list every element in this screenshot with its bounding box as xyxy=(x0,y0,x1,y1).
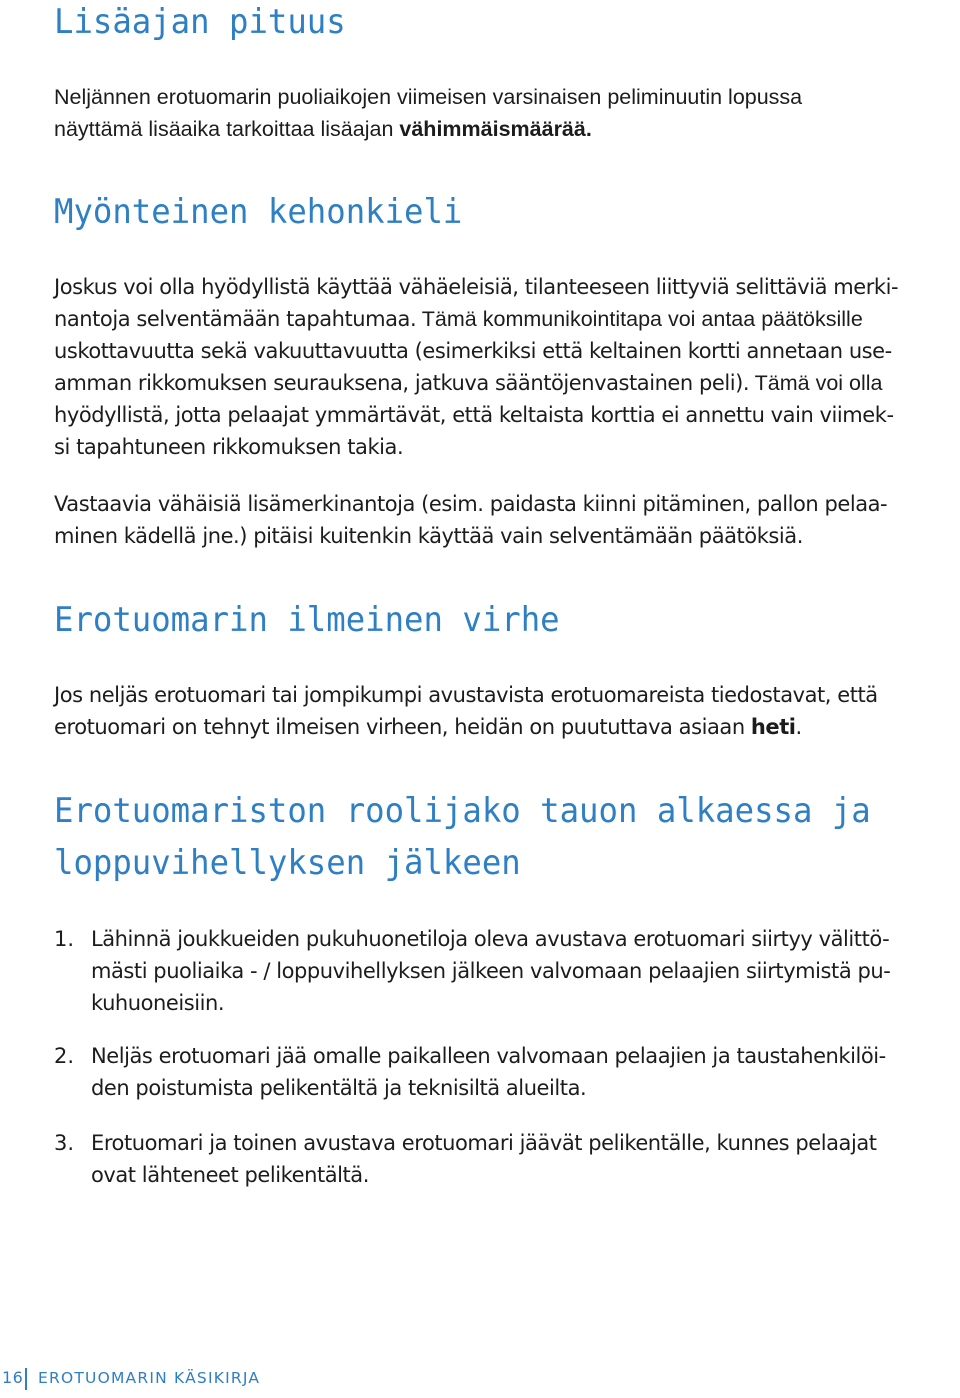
text-line: Vastaavia vähäisiä lisämerkinantoja (esim. paidasta kiinni pitäminen, pallon pelaa- xyxy=(54,492,888,516)
text-line: Neljännen erotuomarin puoliaikojen viimeisen varsinaisen peliminuutin lopussa xyxy=(54,85,803,109)
text-line: mästi puoliaika - / loppuvihellyksen jälkeen valvomaan pelaajien siirtymistä pu- xyxy=(91,959,891,983)
list-number: 1. xyxy=(54,927,75,951)
paragraph-ilmeinen-virhe xyxy=(54,679,934,743)
text-span: Tämä voi olla xyxy=(749,371,883,395)
text-line: uskottavuutta sekä vakuuttavuutta (esimerkiksi että keltainen kortti annetaan use- xyxy=(54,339,892,363)
paragraph-kehonkieli-1 xyxy=(54,271,934,463)
list-item-text xyxy=(91,923,890,1019)
text-line: Neljäs erotuomari jää omalle paikalleen valvomaan pelaajien ja taustahenkilöi- xyxy=(91,1044,886,1068)
text-span: näyttämä lisäaika tarkoittaa lisäajan xyxy=(54,117,400,141)
text-span: erotuomari on tehnyt ilmeisen virheen, heidän on puututtava asiaan xyxy=(54,715,751,739)
bold-text: vähimmäismäärää. xyxy=(399,117,592,141)
footer-title: EROTUOMARIN KÄSIKIRJA xyxy=(38,1369,261,1387)
paragraph-kehonkieli-2 xyxy=(54,488,934,552)
text-span: amman rikkomuksen seurauksena, jatkuva sääntöjenvastainen peli). xyxy=(54,371,750,395)
text-line: ovat lähteneet pelikentältä. xyxy=(91,1163,369,1187)
section-heading-roolijako-line-2: loppuvihellyksen jälkeen xyxy=(54,843,521,883)
text-line: kuhuoneisiin. xyxy=(91,991,225,1015)
text-line: minen kädellä jne.) pitäisi kuitenkin käyttää vain selventämään päätöksiä. xyxy=(54,524,803,548)
text-line xyxy=(54,303,934,335)
text-line: Joskus voi olla hyödyllistä käyttää vähäeleisiä, tilanteeseen liittyviä selittäviä merki- xyxy=(54,275,899,299)
text-line: Erotuomari ja toinen avustava erotuomari jäävät pelikentälle, kunnes pelaajat xyxy=(91,1131,877,1155)
list-number: 3. xyxy=(54,1131,75,1155)
bold-text: heti xyxy=(750,715,796,739)
text-line: den poistumista pelikentältä ja teknisiltä alueilta. xyxy=(91,1076,587,1100)
page-footer xyxy=(0,1366,400,1390)
paragraph-lisaajan-pituus xyxy=(54,81,934,145)
text-line xyxy=(54,113,934,145)
text-line: Lähinnä joukkueiden pukuhuonetiloja oleva avustava erotuomari siirtyy välittö- xyxy=(91,927,890,951)
list-item-text xyxy=(91,1127,877,1191)
section-heading-lisaajan-pituus: Lisäajan pituus xyxy=(54,2,346,42)
text-span: . xyxy=(795,715,802,739)
text-span: nantoja selventämään tapahtumaa. xyxy=(54,307,417,331)
section-heading-roolijako-line-1: Erotuomariston roolijako tauon alkaessa ja xyxy=(54,791,871,831)
text-line xyxy=(54,367,934,399)
section-heading-myonteinen-kehonkieli: Myönteinen kehonkieli xyxy=(54,192,463,232)
page-number: 16 xyxy=(2,1368,24,1387)
text-line: Jos neljäs erotuomari tai jompikumpi avustavista erotuomareista tiedostavat, että xyxy=(54,683,878,707)
list-number: 2. xyxy=(54,1044,75,1068)
list-item-text xyxy=(91,1040,886,1104)
text-line xyxy=(54,711,934,743)
text-line: si tapahtuneen rikkomuksen takia. xyxy=(54,435,404,459)
section-heading-ilmeinen-virhe: Erotuomarin ilmeinen virhe xyxy=(54,600,560,640)
text-span: Tämä kommunikointitapa voi antaa päätöksille xyxy=(416,307,863,331)
footer-divider xyxy=(25,1368,27,1390)
text-line: hyödyllistä, jotta pelaajat ymmärtävät, että keltaista korttia ei annettu vain viimek- xyxy=(54,403,894,427)
